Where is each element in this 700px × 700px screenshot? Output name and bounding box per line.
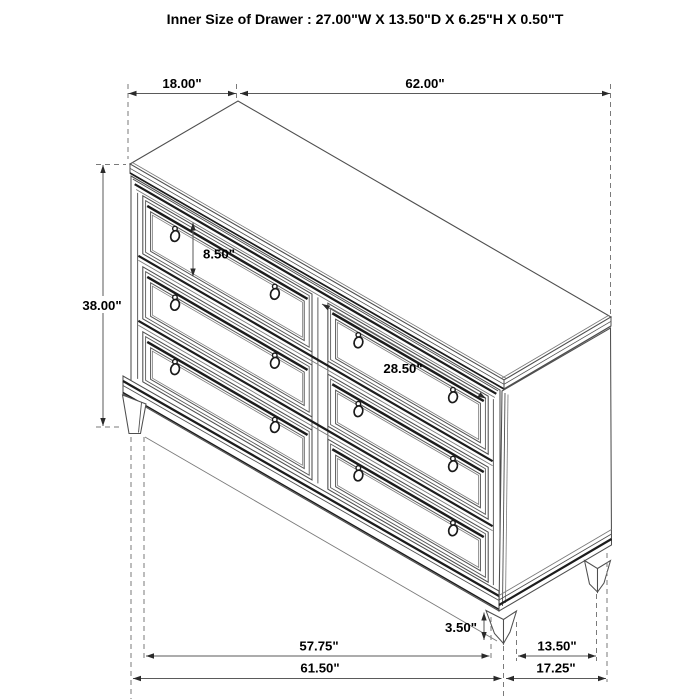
dim-overall-height — [77, 165, 128, 426]
dim-top-width — [240, 76, 610, 96]
diagram-title: Inner Size of Drawer : 27.00"W X 13.50"D X 6.25"H X 0.50"T — [166, 12, 564, 28]
dim-front-leg-span — [146, 639, 490, 659]
dim-overall-width — [133, 661, 502, 682]
dim-label-drawer-front-height: 8.50" — [203, 246, 235, 262]
dim-label-drawer-inner-width: 28.50" — [383, 361, 423, 376]
dim-label-overall-depth: 17.25" — [536, 660, 576, 676]
dim-side-leg-span — [518, 639, 596, 659]
dim-label-overall-width: 61.50" — [300, 660, 340, 676]
dim-label-overall-height: 38.00" — [82, 298, 122, 313]
dim-label-top-width: 62.00" — [405, 76, 445, 91]
dim-overall-depth — [506, 661, 606, 682]
dim-label-top-depth: 18.00" — [162, 76, 202, 91]
dim-label-front-leg-span: 57.75" — [299, 638, 339, 654]
dim-label-leg-height: 3.50" — [445, 620, 477, 635]
dresser-drawing — [123, 101, 612, 644]
dim-top-depth — [129, 76, 237, 96]
dim-leg-height — [445, 613, 487, 641]
dim-label-side-leg-span: 13.50" — [537, 638, 577, 654]
